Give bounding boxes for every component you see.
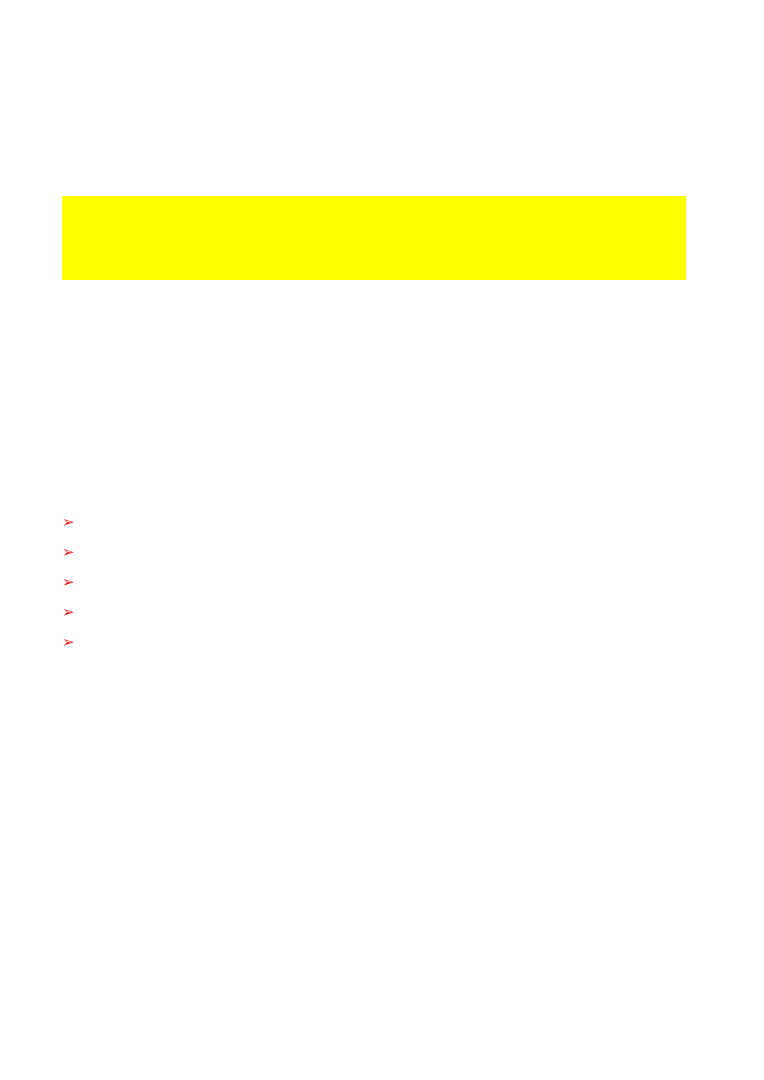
arrow-bullet-icon: ➢ <box>62 514 75 531</box>
arrow-bullet-icon: ➢ <box>62 604 75 621</box>
date-row <box>0 300 764 318</box>
title-highlight <box>62 196 686 280</box>
arrow-bullet-icon: ➢ <box>62 634 75 651</box>
arrow-bullet-icon: ➢ <box>62 544 75 561</box>
schedule-item <box>62 568 82 598</box>
arrow-bullet-icon: ➢ <box>62 574 75 591</box>
schedule-item <box>62 508 82 538</box>
schedule-item <box>62 538 82 568</box>
day-row <box>0 348 764 366</box>
balloons-bottom-decoration <box>40 880 724 1050</box>
schedule-item <box>62 628 82 658</box>
schedule-list <box>62 508 82 658</box>
schedule-item <box>62 598 82 628</box>
balloons-top-decoration <box>40 48 724 198</box>
